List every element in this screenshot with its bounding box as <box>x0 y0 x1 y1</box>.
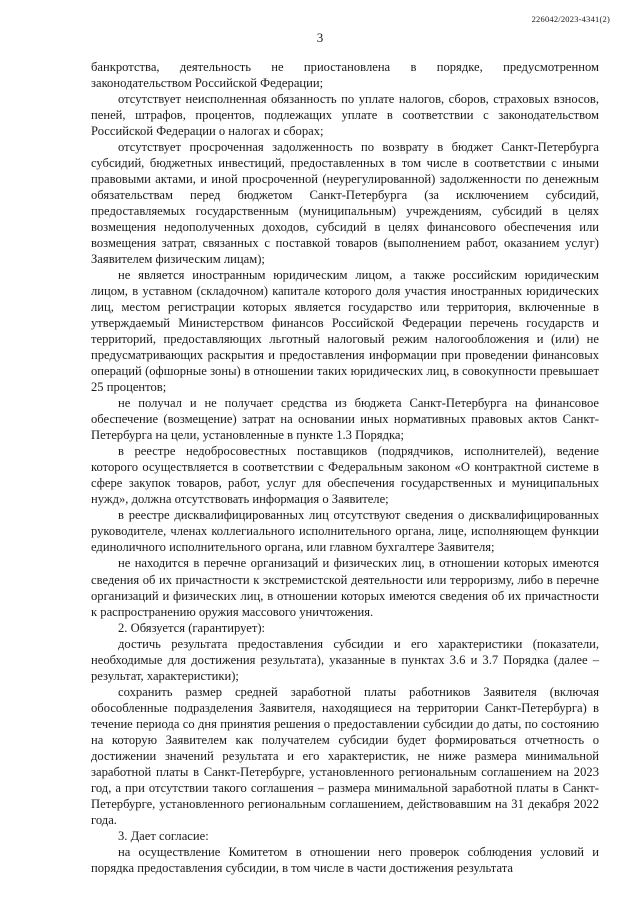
paragraph-inspection-consent: на осуществление Комитетом в отношении него проверок соблюдения условий и порядка предоставления субсидии, в том числе в части достижения результата <box>91 844 599 875</box>
paragraph-no-tax-debt: отсутствует неисполненная обязанность по уплате налогов, сборов, страховых взносов, пеней, штрафов, процентов, подлежащих уплате в соответствии с законодательством Российской Федерации о налогах и сборах; <box>91 92 599 139</box>
document-body <box>91 59 599 876</box>
paragraph-no-other-budget-funds: не получал и не получает средства из бюджета Санкт-Петербурга на финансовое обеспечение (возмещение) затрат на основании иных нормативных правовых актов Санкт-Петербурга на цели, установленные в пункте 1.3 Порядка; <box>91 396 599 443</box>
paragraph-achieve-result: достичь результата предоставления субсидии и его характеристики (показатели, необходимые для достижения результата), указанные в пунктах 3.6 и 3.7 Порядка (далее – результат, характеристики); <box>91 636 599 683</box>
document-registration-number: 226042/2023-4341(2) <box>531 14 610 24</box>
paragraph-not-foreign-entity: не является иностранным юридическим лицом, а также российским юридическим лицом, в уставном (складочном) капитале которого доля участия иностранных юридических лиц, местом регистрации которых является государство или территория, включенные в утверждаемый Министерством финансов Российской Федерации перечень государств и территорий, предоставляющих льготный налоговый режим налогообложения и (или) не предусматривающих раскрытия и предоставления информации при проведении финансовых операций (офшорные зоны) в отношении таких юридических лиц, в совокупности превышает 25 процентов; <box>91 268 599 395</box>
paragraph-no-budget-debt: отсутствует просроченная задолженность по возврату в бюджет Санкт-Петербурга субсидий, бюджетных инвестиций, предоставленных в том числе в соответствии с иными правовыми актами, и иной просроченной (неурегулированной) задолженности по денежным обязательствам перед бюджетом Санкт-Петербурга (за исключением субсидий, предоставляемых государственным (муниципальным) учреждениям, субсидий в целях возмещения недополученных доходов, субсидий в целях финансового обеспечения или возмещения затрат, связанных с поставкой товаров (выполнением работ, оказанием услуг) Заявителем физическим лицам); <box>91 140 599 267</box>
paragraph-disqualified-persons-registry: в реестре дисквалифицированных лиц отсутствуют сведения о дисквалифицированных руководителе, членах коллегиального исполнительного органа, лице, исполняющем функции единоличного исполнительного органа, или главном бухгалтере Заявителя; <box>91 508 599 555</box>
paragraph-unfair-suppliers-registry: в реестре недобросовестных поставщиков (подрядчиков, исполнителей), ведение которого осуществляется в соответствии с Федеральным законом «О контрактной системе в сфере закупок товаров, работ, услуг для обеспечения государственных и муниципальных нужд», должна отсутствовать информация о Заявителе; <box>91 444 599 507</box>
section-heading-obligations: 2. Обязуется (гарантирует): <box>118 620 266 635</box>
paragraph-bankruptcy-continuation: банкротства, деятельность не приостановлена в порядке, предусмотренном законодательством Российской Федерации; <box>91 60 599 91</box>
paragraph-preserve-salary: сохранить размер средней заработной платы работников Заявителя (включая обособленные подразделения Заявителя, находящиеся на территории Санкт-Петербурга) в течение периода со дня принятия решения о предоставлении субсидии до даты, по состоянию на которую Заявителем как получателем субсидии будет формироваться отчетность о достижении значений результата и его характеристик, не ниже размера минимальной заработной платы в Санкт-Петербурге, установленного региональным соглашением на 2023 год, а при отсутствии такого соглашения – размера минимальной заработной платы в Санкт-Петербурге, установленного региональным соглашением, действовавшим на 31 декабря 2022 года. <box>91 684 599 827</box>
section-heading-consent: 3. Дает согласие: <box>118 828 209 843</box>
paragraph-extremism-list: не находится в перечне организаций и физических лиц, в отношении которых имеются сведения об их причастности к экстремистской деятельности или терроризму, либо в перечне организаций и физических лиц, в отношении которых имеются сведения об их причастности к распространению оружия массового уничтожения. <box>91 556 599 619</box>
page-number: 3 <box>316 30 324 45</box>
